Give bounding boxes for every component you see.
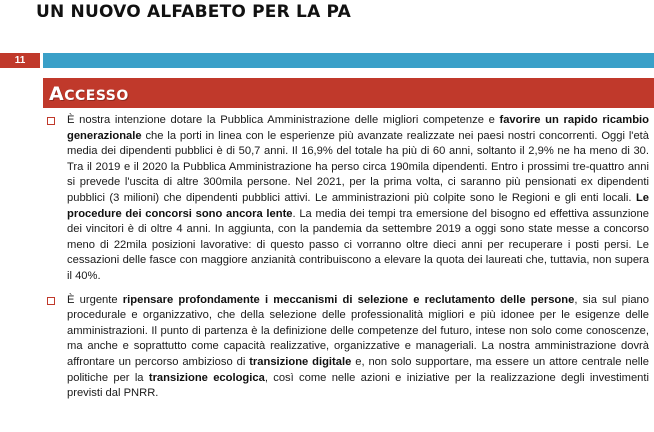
text-segment: , così come nelle azioni e iniziative per la realizzazione degli investimenti previsti dal PNRR. bbox=[67, 371, 649, 400]
text-segment: , sia sul piano procedurale e organizzativo, che della selezione delle professionalità migliori e più idonee per le esigenze delle amministrazioni. Il punto di partenza è la definizione delle competenze del futuro, intese non solo come conoscenze, ma anche e soprattutto come capacità realizzative, organizzative e manageriali. La nostra amministrazione dovrà affrontare un percorso ambizioso di bbox=[67, 293, 649, 368]
highlight-text: transizione digitale bbox=[249, 355, 352, 368]
bullet-paragraph-2 bbox=[45, 293, 649, 402]
square-bullet-icon bbox=[47, 297, 55, 305]
page-header-bar bbox=[0, 53, 654, 68]
section-header bbox=[43, 78, 654, 108]
section-title bbox=[49, 83, 129, 105]
highlight-text: ripensare profondamente i meccanismi di selezione e reclutamento delle persone bbox=[122, 293, 575, 306]
text-segment: È urgente bbox=[67, 293, 123, 306]
highlight-text: Le procedure dei concorsi sono ancora lente bbox=[67, 191, 649, 220]
page-title: UN NUOVO ALFABETO PER LA PA bbox=[36, 2, 351, 22]
page-number: 11 bbox=[0, 53, 40, 68]
highlight-text: transizione ecologica bbox=[148, 371, 265, 384]
section-content bbox=[45, 113, 649, 410]
text-segment: e, non solo supportare, ma essere un attore centrale nelle politiche per la bbox=[67, 355, 649, 384]
text-segment: È nostra intenzione dotare la Pubblica Amministrazione delle migliori competenze e bbox=[67, 114, 500, 126]
paragraph-text bbox=[67, 294, 649, 400]
paragraph-text bbox=[67, 114, 649, 282]
highlight-text: favorire un rapido ricambio generazionale bbox=[67, 114, 649, 142]
text-segment: . La media dei tempi tra emersione del bisogno ed effettiva assunzione dei vincitori è di oltre 4 anni. In aggiunta, con la pandemia da settembre 2019 a oggi sono state messe a concorso meno di 22mila posizioni lavorative: di questo passo ci vorranno oltre dieci anni per recuperare i posti persi. Le cessazioni delle fasce con maggiore anzianità contribuiscono a elevare la quota dei laureati che, tuttavia, non supera il 40%. bbox=[67, 207, 649, 282]
text-segment: che la porti in linea con le esperienze più avanzate realizzate nei paesi nostri concorrenti. Oggi l'età media dei dipendenti pubblici è di 50,7 anni. Il 16,9% del totale ha più di 60 anni, soltanto il 2,9% ne ha meno di 30. Tra il 2019 e il 2020 la Pubblica Amministrazione ha perso circa 190mila dipendenti. Entro i prossimi tre-quattro anni si prevede l'uscita di altre 300mila persone. Nel 2021, per la prima volta, ci saranno più pensionati ex dipendenti pubblici (3 milioni) che dipendenti pubblici attivi. Le amministrazioni più colpite sono le Regioni e gli enti locali. bbox=[67, 129, 649, 204]
section-title-initial: A bbox=[49, 83, 65, 105]
bullet-paragraph-1 bbox=[45, 113, 649, 285]
section-title-rest: CCESSO bbox=[64, 88, 129, 104]
square-bullet-icon bbox=[47, 117, 55, 125]
header-color-bar bbox=[43, 53, 654, 68]
